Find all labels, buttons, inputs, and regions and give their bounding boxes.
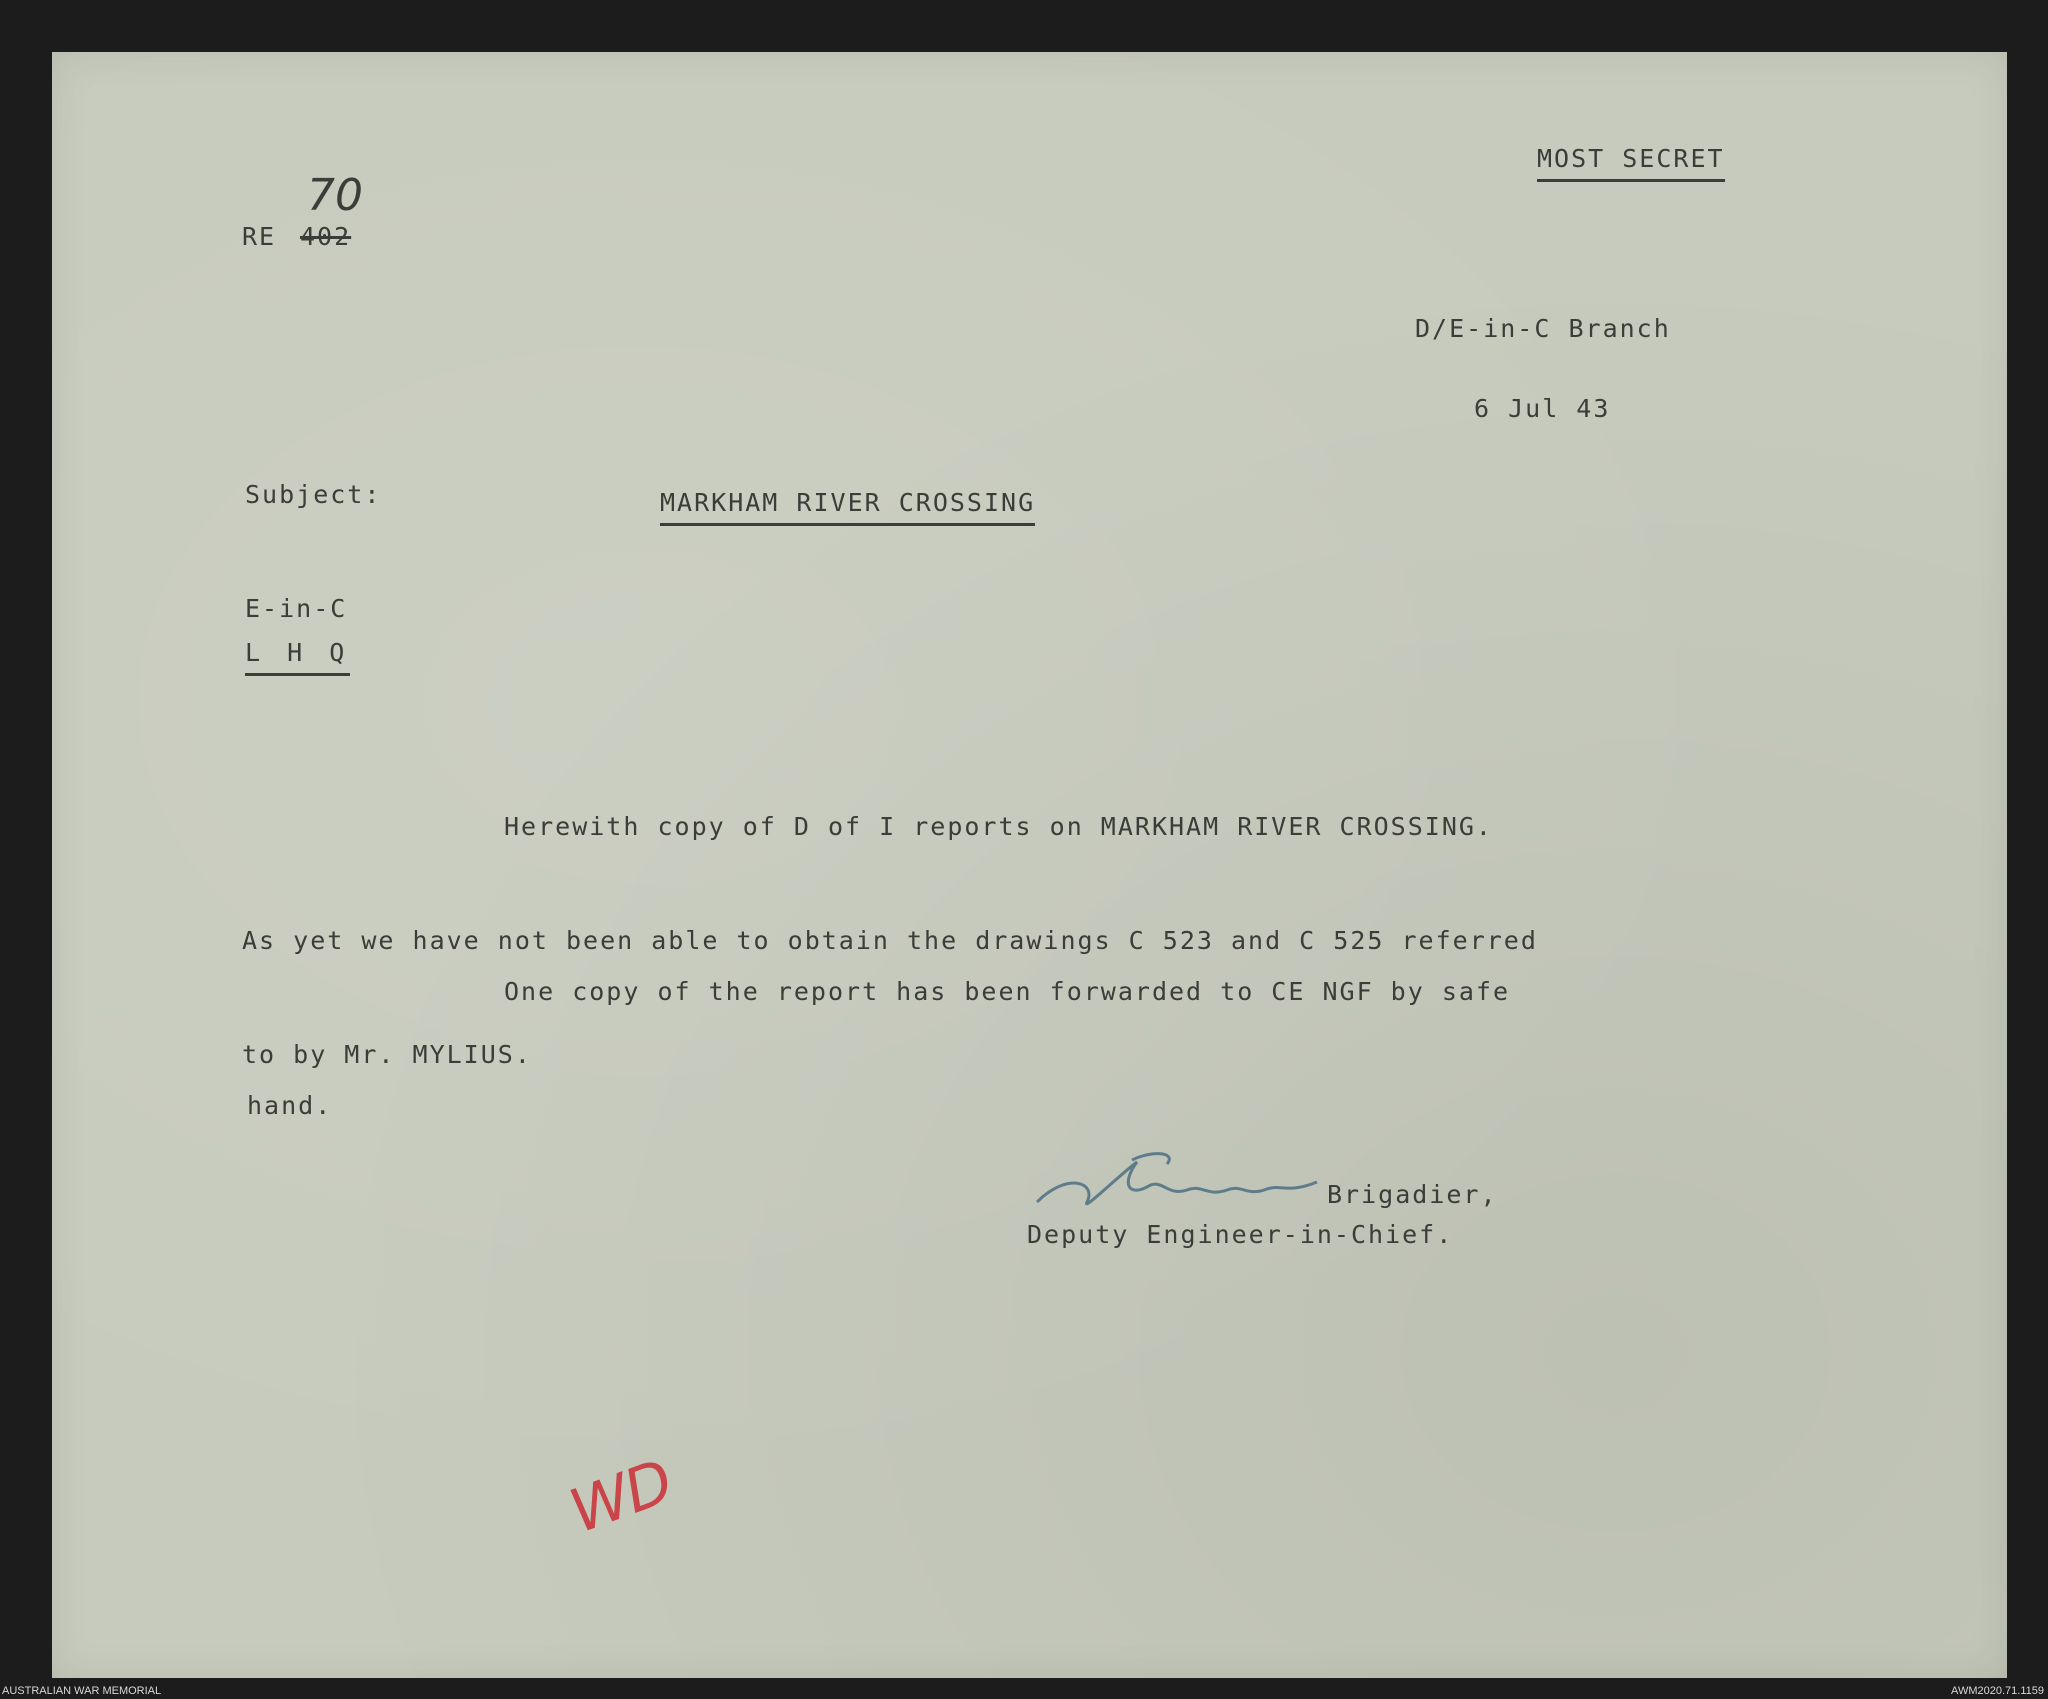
body-line: One copy of the report has been forwarded to CE NGF by safe: [504, 977, 1511, 1006]
addressee-line-1: E-in-C: [245, 594, 348, 623]
signatory-rank: Brigadier,: [1327, 1180, 1498, 1209]
footer-left: AUSTRALIAN WAR MEMORIAL: [2, 1685, 162, 1697]
reference-prefix: RE: [242, 222, 277, 251]
body-line: As yet we have not been able to obtain the drawings C 523 and C 525 referred: [242, 926, 1538, 955]
signatory-title: Deputy Engineer-in-Chief.: [1027, 1220, 1454, 1249]
subject-label: Subject:: [245, 480, 382, 509]
classification-label: MOST SECRET: [1537, 144, 1725, 182]
body-line: hand.: [247, 1091, 333, 1120]
body-line: to by Mr. MYLIUS.: [242, 1040, 532, 1069]
body-line: Herewith copy of D of I reports on MARKHAM RIVER CROSSING.: [504, 812, 1493, 841]
document-date: 6 Jul 43: [1474, 394, 1611, 423]
handwritten-annotation: WD: [561, 1446, 681, 1548]
document-page: [52, 52, 2007, 1678]
reference-handwritten-number: 70: [307, 170, 363, 221]
branch-name: D/E-in-C Branch: [1415, 314, 1671, 343]
reference-struck-number: 402: [300, 222, 352, 251]
footer-right: AWM2020.71.1159: [1951, 1685, 2044, 1697]
subject-title: MARKHAM RIVER CROSSING: [660, 488, 1035, 526]
addressee-line-2: L H Q: [245, 638, 350, 676]
handwritten-signature: [1027, 1142, 1347, 1222]
